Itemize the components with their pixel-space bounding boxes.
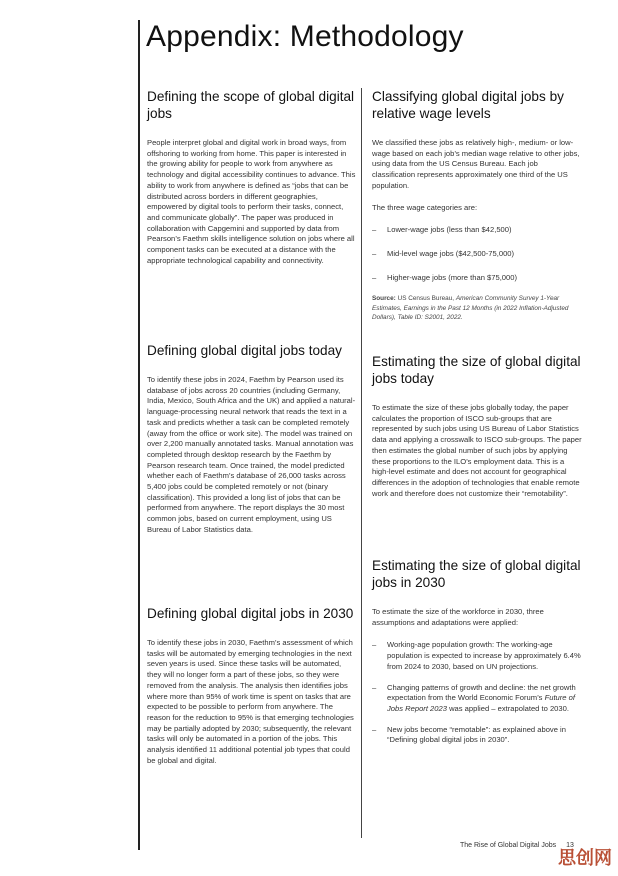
section-wage-levels — [372, 88, 582, 322]
section-heading: Estimating the size of global digital jobs today — [372, 354, 581, 386]
column-divider — [361, 88, 362, 838]
watermark-logo: 思创网 — [558, 848, 612, 868]
wage-intro: The three wage categories are: — [372, 202, 478, 212]
section-jobs-2030 — [147, 605, 357, 766]
section-jobs-today — [147, 342, 357, 536]
section-heading: Defining global digital jobs in 2030 — [147, 606, 354, 621]
item-text: Changing patterns of growth and decline: the net growth expectation from the World Economic Forum’s — [387, 682, 576, 703]
section-body: To estimate the size of these jobs globally today, the paper calculates the proportion of ISCO sub-groups that are represented by such jobs using US Bureau of Labor Statistics data and applying a crosswalk to ISCO sub-groups. The paper then estimates the global number of such jobs by applying these proportions to the ILO’s employment data. This is a high-level estimate and does not account for geographical differences in the adoption of technologies that enable remote work and therefore does not customize their “remotability”. — [372, 403, 582, 498]
assumption-list — [372, 640, 582, 746]
section-size-2030 — [372, 557, 582, 746]
list-item: – Lower-wage jobs (less than $42,500) — [372, 225, 582, 236]
section-body: We classified these jobs as relatively high-, medium- or low-wage based on each job’s median wage relative to other jobs, using data from the US Census Bureau. Each job classification represents approximately one third of the US population. — [372, 138, 580, 190]
section-body: To identify these jobs in 2024, Faethm by Pearson used its database of jobs across 20 countries (including Germany, India, Mexico, South Africa and the UK) and applied a natural-language-processing neural network that reads the text in a task and predicts whether a task can be completed remotely (away from the office or work site). The model was trained on over 2,200 manually annotated tasks. Manual annotation was completed through desktop research by the Faethm by Pearson research team. Once trained, the model predicted whether each of Faethm’s database of 26,000 tasks across 5,400 jobs could be completed remotely or not (binary classification). This provided a long list of jobs that can be performed from anywhere. The report displays the 30 most common jobs, based on current employment, using US Bureau of Labor Statistics data. — [147, 375, 356, 534]
left-margin-rule — [138, 20, 140, 850]
section-body: To identify these jobs in 2030, Faethm’s assessment of which tasks will be automated by emerging technologies in the next seven years is used. Since these tasks will be automated, they will no longer form a part of these jobs, so they were removed from the analysis. The analysis then identifies jobs where more than 95% of work time is spent on tasks that are expected to be possible to perform from anywhere. The reason for the reduction to 95% is that emerging technologies may be partially adopted by 2030; subsequently, the relevant tasks will only be automated in a portion of the jobs. This analysis identified 11 additional potential job types that could be global and digital. — [147, 638, 354, 765]
page-title: Appendix: Methodology — [146, 20, 464, 53]
footer-title: The Rise of Global Digital Jobs — [460, 842, 557, 849]
wage-list — [372, 225, 582, 283]
source-title: American Community Survey 1-Year Estimates, Earnings in the Past 12 Months (in 2022 Inflation-Adjusted Dollars), Table ID: S2001, 2022. — [372, 295, 569, 321]
page-footer — [460, 842, 574, 849]
list-item: – Working-age population growth: The working-age population is expected to increase by approximately 6.4% from 2024 to 2030, based on UN projections. — [372, 640, 582, 672]
section-scope — [147, 88, 357, 266]
section-size-today — [372, 353, 582, 499]
list-item — [372, 683, 582, 715]
item-text: was applied – extrapolated to 2030. — [446, 703, 569, 713]
page-number: 13 — [566, 842, 574, 849]
list-item: – New jobs become “remotable”: as explained above in “Defining global digital jobs in 2030”. — [372, 725, 582, 746]
section-intro: To estimate the size of the workforce in 2030, three assumptions and adaptations were applied: — [372, 607, 544, 627]
source-note — [372, 294, 582, 322]
source-org: US Census Bureau, — [395, 295, 456, 303]
source-label: Source: — [372, 295, 396, 303]
section-heading: Classifying global digital jobs by relative wage levels — [372, 89, 564, 121]
list-item: – Higher-wage jobs (more than $75,000) — [372, 273, 582, 284]
report-title: Future of Jobs Report 2023 — [387, 693, 575, 713]
section-heading: Defining the scope of global digital jobs — [147, 89, 355, 121]
section-body: People interpret global and digital work in broad ways, from offshoring to working from home. This paper is interested in the growing ability for people to work from anywhere as technology and digital accessibility continues to advance. This ability to work from anywhere is defined as “jobs that can be distributed across borders in different geographies, empowered by digital tools to perform their tasks, connect, and communicate globally”. The paper was produced in collaboration with Capgemini and supported by data from Pearson’s Faethm skills intelligence solution on jobs where all component tasks can be executed at a distance with the appropriate technological capability and connectivity. — [147, 138, 356, 265]
section-heading: Defining global digital jobs today — [147, 343, 342, 358]
list-item: – Mid-level wage jobs ($42,500-75,000) — [372, 249, 582, 260]
section-heading: Estimating the size of global digital jobs in 2030 — [372, 558, 581, 590]
